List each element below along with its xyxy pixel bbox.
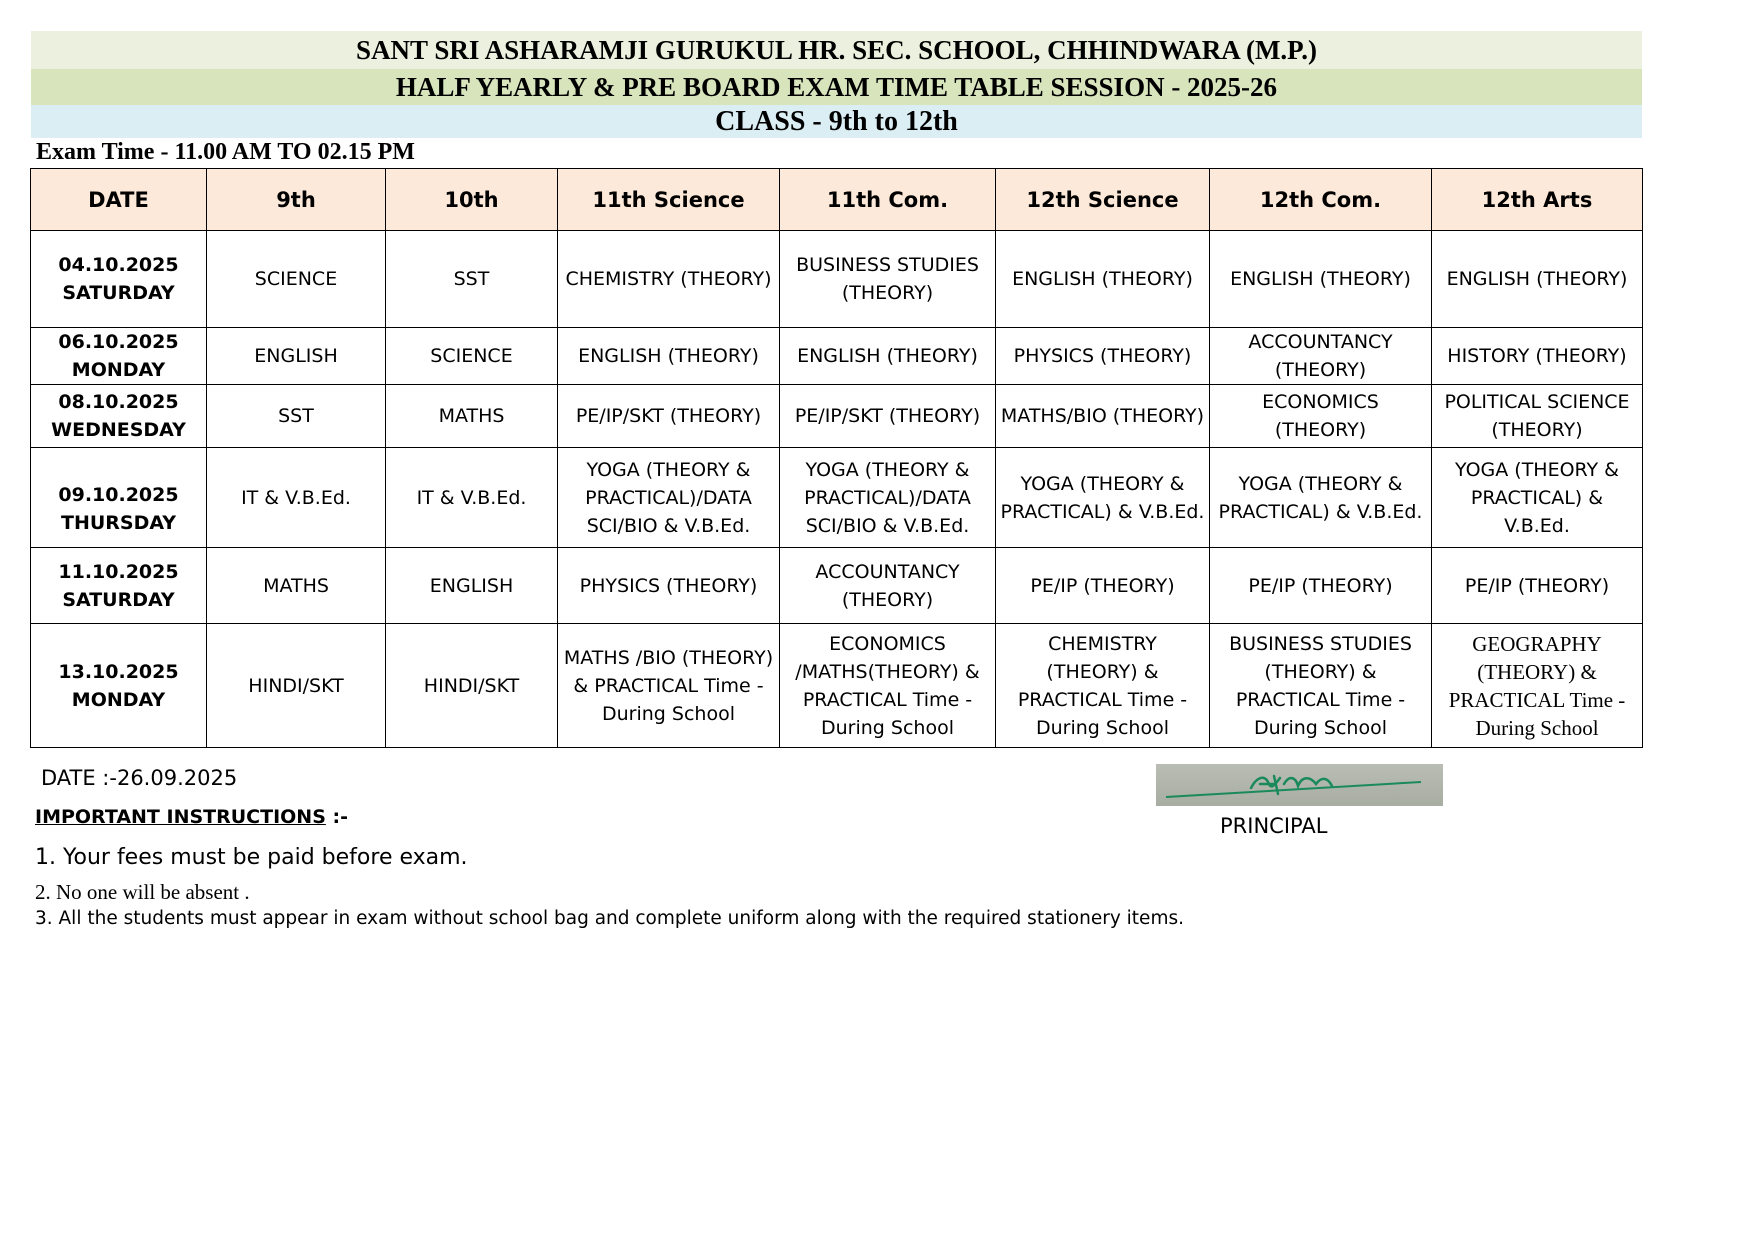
exam-title: HALF YEARLY & PRE BOARD EXAM TIME TABLE SESSION - 2025-26	[31, 69, 1642, 105]
date-value: 13.10.2025	[58, 660, 179, 683]
day-value: THURSDAY	[60, 511, 177, 534]
table-cell: ENGLISH (THEORY)	[1432, 231, 1643, 328]
col-header-9th: 9th	[207, 169, 386, 231]
table-cell: ENGLISH	[207, 328, 386, 385]
table-cell: PE/IP (THEORY)	[1432, 548, 1643, 624]
date-cell	[31, 548, 207, 624]
table-cell: SST	[207, 385, 386, 448]
table-row	[31, 448, 1643, 548]
instructions-title: IMPORTANT INSTRUCTIONS	[35, 806, 326, 828]
date-value: 11.10.2025	[58, 560, 179, 583]
table-cell: PE/IP/SKT (THEORY)	[780, 385, 996, 448]
table-cell: IT & V.B.Ed.	[207, 448, 386, 548]
table-cell: BUSINESS STUDIES (THEORY)	[780, 231, 996, 328]
col-header-11th-science: 11th Science	[558, 169, 780, 231]
table-cell: MATHS/BIO (THEORY)	[996, 385, 1210, 448]
table-cell: MATHS	[386, 385, 558, 448]
exam-time: Exam Time - 11.00 AM TO 02.15 PM	[36, 139, 415, 165]
table-cell: ENGLISH (THEORY)	[558, 328, 780, 385]
class-title: CLASS - 9th to 12th	[31, 105, 1642, 138]
table-row	[31, 231, 1643, 328]
table-cell: CHEMISTRY (THEORY)	[558, 231, 780, 328]
table-cell: ECONOMICS /MATHS(THEORY) & PRACTICAL Time - During School	[780, 624, 996, 748]
issue-date: DATE :-26.09.2025	[41, 766, 238, 790]
date-cell	[31, 624, 207, 748]
table-cell: YOGA (THEORY & PRACTICAL) & V.B.Ed.	[1210, 448, 1432, 548]
table-cell: ENGLISH	[386, 548, 558, 624]
school-title: SANT SRI ASHARAMJI GURUKUL HR. SEC. SCHOOL, CHHINDWARA (M.P.)	[31, 31, 1642, 69]
date-value: 06.10.2025	[58, 331, 179, 353]
table-cell: POLITICAL SCIENCE (THEORY)	[1432, 385, 1643, 448]
date-cell	[31, 385, 207, 448]
date-value: 08.10.2025	[58, 391, 179, 413]
date-cell	[31, 448, 207, 548]
table-cell: GEOGRAPHY (THEORY) & PRACTICAL Time - During School	[1432, 624, 1643, 748]
date-cell	[31, 231, 207, 328]
table-cell: ACCOUNTANCY (THEORY)	[1210, 328, 1432, 385]
day-value: MONDAY	[71, 359, 166, 381]
col-header-11th-com: 11th Com.	[780, 169, 996, 231]
instruction-1: 1. Your fees must be paid before exam.	[35, 845, 468, 870]
table-cell: ECONOMICS (THEORY)	[1210, 385, 1432, 448]
table-cell: YOGA (THEORY & PRACTICAL)/DATA SCI/BIO & V.B.Ed.	[780, 448, 996, 548]
table-cell: ENGLISH (THEORY)	[1210, 231, 1432, 328]
table-cell: HISTORY (THEORY)	[1432, 328, 1643, 385]
table-row	[31, 624, 1643, 748]
col-header-date: DATE	[31, 169, 207, 231]
instruction-3: 3. All the students must appear in exam without school bag and complete uniform along with the required stationery items.	[35, 908, 1184, 929]
date-cell	[31, 328, 207, 385]
principal-signature	[1156, 764, 1443, 806]
date-value: 09.10.2025	[58, 483, 179, 506]
table-cell: SST	[386, 231, 558, 328]
date-value: 04.10.2025	[58, 254, 179, 276]
day-value: SATURDAY	[62, 282, 175, 304]
instructions-heading	[35, 806, 348, 828]
table-cell: MATHS	[207, 548, 386, 624]
table-cell: HINDI/SKT	[386, 624, 558, 748]
table-cell: MATHS /BIO (THEORY) & PRACTICAL Time - During School	[558, 624, 780, 748]
table-cell: ENGLISH (THEORY)	[996, 231, 1210, 328]
signature-scribble	[1156, 764, 1443, 806]
table-row	[31, 328, 1643, 385]
table-cell: YOGA (THEORY & PRACTICAL) & V.B.Ed.	[1432, 448, 1643, 548]
table-cell: YOGA (THEORY & PRACTICAL) & V.B.Ed.	[996, 448, 1210, 548]
table-cell: PHYSICS (THEORY)	[996, 328, 1210, 385]
table-cell: PE/IP (THEORY)	[996, 548, 1210, 624]
table-row	[31, 385, 1643, 448]
table-cell: PE/IP/SKT (THEORY)	[558, 385, 780, 448]
col-header-12th-com: 12th Com.	[1210, 169, 1432, 231]
day-value: MONDAY	[71, 688, 166, 711]
principal-label: PRINCIPAL	[1220, 814, 1328, 838]
table-cell: PE/IP (THEORY)	[1210, 548, 1432, 624]
table-cell: SCIENCE	[207, 231, 386, 328]
table-cell: IT & V.B.Ed.	[386, 448, 558, 548]
table-cell: BUSINESS STUDIES (THEORY) & PRACTICAL Time - During School	[1210, 624, 1432, 748]
table-row	[31, 548, 1643, 624]
table-cell: SCIENCE	[386, 328, 558, 385]
day-value: WEDNESDAY	[51, 419, 186, 441]
header-row	[31, 169, 1643, 231]
table-cell: ENGLISH (THEORY)	[780, 328, 996, 385]
col-header-12th-science: 12th Science	[996, 169, 1210, 231]
timetable	[30, 168, 1643, 748]
table-cell: PHYSICS (THEORY)	[558, 548, 780, 624]
table-cell: ACCOUNTANCY (THEORY)	[780, 548, 996, 624]
table-cell: YOGA (THEORY & PRACTICAL)/DATA SCI/BIO & V.B.Ed.	[558, 448, 780, 548]
col-header-12th-arts: 12th Arts	[1432, 169, 1643, 231]
instructions-suffix: :-	[325, 806, 348, 828]
day-value: SATURDAY	[62, 588, 175, 611]
table-cell: HINDI/SKT	[207, 624, 386, 748]
table-cell: CHEMISTRY (THEORY) & PRACTICAL Time - During School	[996, 624, 1210, 748]
col-header-10th: 10th	[386, 169, 558, 231]
instruction-2: 2. No one will be absent .	[35, 880, 250, 904]
